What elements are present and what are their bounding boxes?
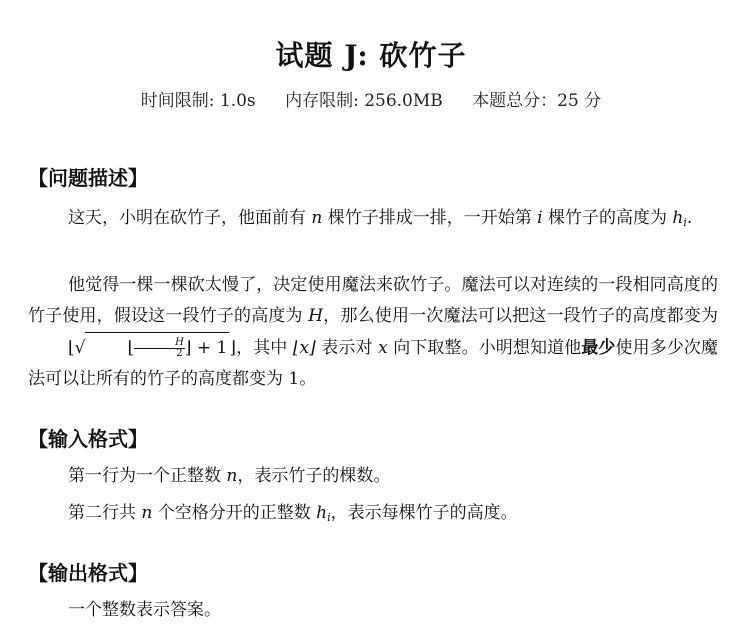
total-score: 本题总分：25 分 <box>472 91 602 111</box>
problem-meta <box>0 86 742 111</box>
input-format-heading: 【输入格式】 <box>28 427 148 451</box>
description-paragraph-1: 这天，小明在砍竹子，他面前有 n 棵竹子排成一排，一开始第 i 棵竹子的高度为 $h_i$. <box>68 208 693 229</box>
time-limit: 时间限制: 1.0s <box>140 91 256 111</box>
input-format-line-1: 第一行为一个正整数 n，表示竹子的棵数。 <box>68 466 391 486</box>
problem-title: 试题 J: 砍竹子 <box>275 39 467 72</box>
description-heading: 【问题描述】 <box>28 166 148 190</box>
input-format-line-2: 第二行共 n 个空格分开的正整数 $h_i$，表示每棵竹子的高度。 <box>68 503 518 524</box>
floor-sqrt-formula: ⌊√ ⌊ $\frac{H}{2}$ ⌋ + 1 ⌋ <box>28 332 236 364</box>
description-paragraph-2: 他觉得一棵一棵砍太慢了，决定使用魔法来砍竹子。魔法可以对连续的一段相同高度的竹子使用，假设这一段竹子的高度为 H，那么使用一次魔法可以把这一段竹子的高度都变为 ⌊√ ⌊ $\frac{H}{2}$ ⌋ + 1 ⌋，其中 ⌊x⌋ 表示对 x 向下取整。小明想知道他最少使用多少次魔法可以让所有的竹子的高度都变为 1。 <box>28 275 719 389</box>
memory-limit: 内存限制: 256.0MB <box>285 91 443 111</box>
output-format-line-1: 一个整数表示答案。 <box>68 600 221 620</box>
output-format-heading: 【输出格式】 <box>28 561 148 585</box>
